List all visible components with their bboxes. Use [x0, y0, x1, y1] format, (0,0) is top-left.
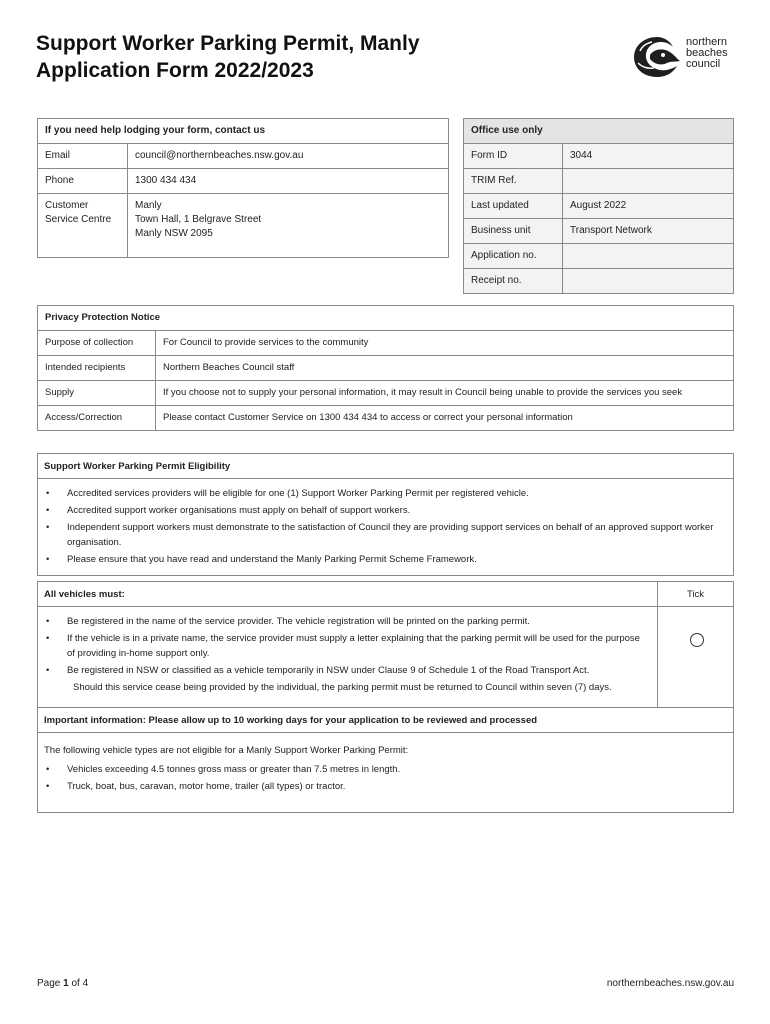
page-title: Support Worker Parking Permit, Manly Application Form 2022/2023 [36, 32, 420, 82]
eligibility-section [37, 453, 734, 576]
vehicle-requirements-tick-checkbox[interactable] [690, 633, 704, 647]
list-item: • Please ensure that you have read and understand the Manly Parking Permit Scheme Framework. [44, 552, 723, 567]
privacy-heading: Privacy Protection Notice [38, 306, 734, 331]
important-info-section [37, 707, 734, 813]
fish-emblem-icon [630, 33, 684, 81]
table-row: Purpose of collection For Council to provide services to the community [38, 331, 734, 356]
table-row: Application no. [464, 244, 734, 269]
eligibility-heading: Support Worker Parking Permit Eligibility [38, 454, 733, 479]
office-use-table [463, 118, 734, 294]
table-row: Access/Correction Please contact Customer Service on 1300 434 434 to access or correct your personal information [38, 406, 734, 431]
table-row: Business unit Transport Network [464, 219, 734, 244]
list-item: • Be registered in NSW or classified as a vehicle temporarily in NSW under Clause 9 of Schedule 1 of the Road Transport Act. [44, 663, 647, 678]
list-item: • If the vehicle is in a private name, the service provider must supply a letter explaining that the parking permit will be used for the purpose of providing in-home support only. [44, 631, 647, 661]
footer-website-link[interactable]: northernbeaches.nsw.gov.au [606, 978, 734, 989]
council-logo [630, 33, 740, 81]
application-no-field[interactable] [563, 244, 734, 269]
table-row: TRIM Ref. [464, 169, 734, 194]
receipt-no-field[interactable] [563, 269, 734, 294]
page-number: Page 1 of 4 [37, 978, 89, 989]
privacy-notice-table [37, 305, 734, 431]
office-heading: Office use only [464, 119, 734, 144]
list-item: • Be registered in the name of the service provider. The vehicle registration will be printed on the parking permit. [44, 614, 647, 629]
important-heading: Important information: Please allow up to 10 working days for your application to be reviewed and processed [38, 708, 733, 733]
table-row: Email council@northernbeaches.nsw.gov.au [38, 144, 449, 169]
email-link[interactable]: council@northernbeaches.nsw.gov.au [128, 144, 449, 169]
vehicle-requirements-section [37, 581, 734, 708]
table-row: Receipt no. [464, 269, 734, 294]
ineligible-intro: The following vehicle types are not eligible for a Manly Support Worker Parking Permit: [44, 745, 409, 756]
logo-wordmark: northern beaches council [686, 36, 728, 70]
service-centre-label: Customer Service Centre [38, 194, 128, 258]
return-permit-note: Should this service cease being provided by the individual, the parking permit must be returned to Council within seven (7) days. [73, 682, 612, 693]
list-item: • Truck, boat, bus, caravan, motor home, trailer (all types) or tractor. [44, 779, 723, 794]
vehicles-heading: All vehicles must: [44, 589, 125, 600]
table-row: Phone 1300 434 434 [38, 169, 449, 194]
trim-ref-field[interactable] [563, 169, 734, 194]
list-item: • Vehicles exceeding 4.5 tonnes gross mass or greater than 7.5 metres in length. [44, 762, 723, 777]
contact-heading: If you need help lodging your form, contact us [38, 119, 449, 144]
contact-table [37, 118, 449, 258]
list-item: • Independent support workers must demonstrate to the satisfaction of Council they are providing support services on behalf of an approved support worker organisation. [44, 520, 723, 550]
table-row: Form ID 3044 [464, 144, 734, 169]
list-item: • Accredited support worker organisations must apply on behalf of support workers. [44, 503, 723, 518]
table-row: Intended recipients Northern Beaches Council staff [38, 356, 734, 381]
tick-column-label: Tick [657, 582, 733, 606]
table-row [38, 194, 449, 258]
phone-number: 1300 434 434 [128, 169, 449, 194]
list-item: • Accredited services providers will be eligible for one (1) Support Worker Parking Permit per registered vehicle. [44, 486, 723, 501]
service-centre-address: Manly Town Hall, 1 Belgrave Street Manly NSW 2095 [128, 194, 449, 258]
table-row: Supply If you choose not to supply your personal information, it may result in Council being unable to provide the services you seek [38, 381, 734, 406]
table-row: Last updated August 2022 [464, 194, 734, 219]
